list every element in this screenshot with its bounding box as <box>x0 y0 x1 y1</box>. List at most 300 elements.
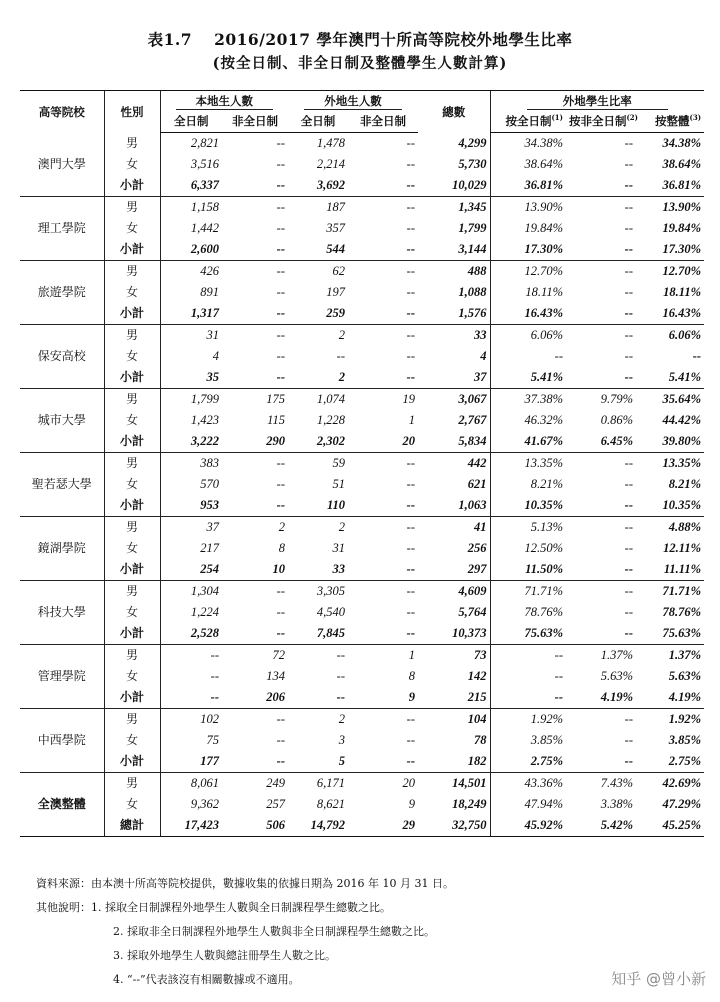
cell-r-ft: 10.35% <box>490 495 566 517</box>
cell-total: 297 <box>418 559 490 581</box>
header-nonlocal-parttime: 非全日制 <box>348 111 418 133</box>
cell-r-all: 17.30% <box>636 239 704 261</box>
cell-l-pt: 10 <box>222 559 288 581</box>
cell-r-ft: 13.35% <box>490 453 566 475</box>
cell-r-all: 3.85% <box>668 733 702 747</box>
sex-cell: 總計 <box>104 815 160 837</box>
cell-n-pt: -- <box>348 303 418 325</box>
cell-l-pt: -- <box>276 264 285 278</box>
header-total: 總數 <box>418 91 490 133</box>
cell-l-pt: -- <box>276 285 285 299</box>
cell-r-pt: -- <box>624 136 633 150</box>
cell-r-ft: -- <box>490 645 566 667</box>
cell-n-pt: -- <box>406 200 415 214</box>
table-row <box>20 773 704 795</box>
cell-l-pt: -- <box>222 175 288 197</box>
cell-total: 3,144 <box>418 239 490 261</box>
cell-r-pt: 0.86% <box>600 413 633 427</box>
table-row <box>20 645 704 667</box>
cell-total: 2,767 <box>458 413 487 427</box>
note-item-4: 4. “--”代表該沒有相關數據或不適用。 <box>113 973 300 986</box>
cell-r-all: 13.35% <box>662 456 702 470</box>
cell-r-ft: 12.70% <box>490 261 566 283</box>
header-nonlocal-fulltime: 全日制 <box>288 111 348 133</box>
cell-r-all: 16.43% <box>636 303 704 325</box>
sex-cell: 女 <box>104 730 160 751</box>
cell-n-ft: 2,302 <box>288 431 348 453</box>
cell-l-pt: 72 <box>272 648 285 662</box>
cell-l-pt: -- <box>222 239 288 261</box>
cell-l-ft: 570 <box>160 474 222 495</box>
cell-total: 256 <box>467 541 487 555</box>
cell-r-ft: 34.38% <box>490 133 566 155</box>
sex-cell: 男 <box>104 773 160 795</box>
cell-r-all: 10.35% <box>636 495 704 517</box>
sex-cell: 男 <box>104 133 160 155</box>
cell-n-pt: -- <box>348 559 418 581</box>
cell-total: 4,609 <box>458 584 487 598</box>
cell-n-ft: 8,621 <box>316 797 345 811</box>
sex-cell: 男 <box>104 645 160 667</box>
institution-name: 中西學院 <box>20 709 104 773</box>
cell-n-pt: -- <box>348 751 418 773</box>
cell-r-pt: -- <box>624 477 633 491</box>
cell-l-pt: -- <box>276 221 285 235</box>
cell-l-pt: 115 <box>267 413 285 427</box>
institution-name: 管理學院 <box>20 645 104 709</box>
cell-r-all: 39.80% <box>636 431 704 453</box>
sex-cell: 小計 <box>104 239 160 261</box>
cell-r-all: 75.63% <box>636 623 704 645</box>
cell-n-ft: 3,692 <box>288 175 348 197</box>
header-sex: 性別 <box>104 91 160 133</box>
cell-n-ft: 4,540 <box>316 605 345 619</box>
cell-n-pt: -- <box>406 221 415 235</box>
cell-l-ft: 1,304 <box>160 581 222 603</box>
sex-cell: 小計 <box>104 495 160 517</box>
cell-r-all: 38.64% <box>662 157 702 171</box>
cell-total: 18,249 <box>452 797 487 811</box>
cell-r-all: 47.29% <box>662 797 702 811</box>
cell-n-ft: 259 <box>288 303 348 325</box>
cell-l-ft: 3,222 <box>160 431 222 453</box>
sex-cell: 女 <box>104 794 160 815</box>
header-ratio-fulltime: 按全日制$^{(1)}$ <box>490 111 566 133</box>
cell-r-pt: 6.45% <box>566 431 636 453</box>
cell-l-pt: -- <box>276 733 285 747</box>
cell-r-all: 8.21% <box>668 477 702 491</box>
cell-r-all: 5.63% <box>668 669 702 683</box>
cell-n-ft: -- <box>336 669 345 683</box>
sex-cell: 男 <box>104 197 160 219</box>
cell-n-ft: 6,171 <box>316 776 345 790</box>
sex-cell: 男 <box>104 261 160 283</box>
sex-cell: 男 <box>104 389 160 411</box>
table-row <box>20 154 704 175</box>
header-local: 本地生人數 <box>160 91 288 112</box>
table-row <box>20 495 704 517</box>
header-institution: 高等院校 <box>20 91 104 133</box>
cell-l-ft: 891 <box>160 282 222 303</box>
cell-r-ft: 45.92% <box>490 815 566 837</box>
cell-r-ft: 38.64% <box>490 154 566 175</box>
cell-l-pt: 134 <box>266 669 285 683</box>
cell-l-pt: -- <box>276 200 285 214</box>
cell-n-pt: -- <box>406 584 415 598</box>
cell-n-pt: -- <box>406 264 415 278</box>
cell-r-all: 2.75% <box>636 751 704 773</box>
cell-l-pt: -- <box>222 303 288 325</box>
cell-r-all: 44.42% <box>662 413 702 427</box>
cell-r-pt: -- <box>624 520 633 534</box>
cell-r-ft: 6.06% <box>490 325 566 347</box>
table-title <box>0 28 720 50</box>
cell-l-pt: 2 <box>278 520 285 534</box>
cell-n-pt: -- <box>406 541 415 555</box>
cell-n-pt: -- <box>406 157 415 171</box>
cell-n-ft: -- <box>336 349 345 363</box>
cell-r-all: 71.71% <box>662 584 702 598</box>
cell-l-ft: 102 <box>160 709 222 731</box>
table-row <box>20 325 704 347</box>
header-ratio: 外地學生比率 <box>490 91 704 112</box>
cell-l-ft: 177 <box>160 751 222 773</box>
cell-r-all: 78.76% <box>662 605 702 619</box>
table-body <box>20 133 704 837</box>
cell-l-ft: 254 <box>160 559 222 581</box>
note-item-1: 其他說明：1. 採取全日制課程外地學生人數與全日制課程學生總數之比。 <box>36 901 391 914</box>
cell-n-ft: -- <box>336 648 345 662</box>
cell-n-pt: 8 <box>408 669 415 683</box>
cell-n-pt: -- <box>406 520 415 534</box>
cell-r-pt: 3.38% <box>600 797 633 811</box>
table-row <box>20 623 704 645</box>
sex-cell: 女 <box>104 666 160 687</box>
cell-n-pt: 9 <box>408 797 415 811</box>
cell-r-all: 4.19% <box>636 687 704 709</box>
table-number: 表1.7 <box>147 30 193 49</box>
cell-total: 32,750 <box>418 815 490 837</box>
cell-total: 37 <box>418 367 490 389</box>
sex-cell: 女 <box>104 474 160 495</box>
cell-l-pt: 175 <box>266 392 285 406</box>
cell-r-pt: 4.19% <box>566 687 636 709</box>
cell-l-pt: -- <box>222 623 288 645</box>
cell-r-all: 42.69% <box>662 776 702 790</box>
cell-total: 442 <box>467 456 487 470</box>
cell-l-pt: 257 <box>266 797 285 811</box>
cell-r-all: 11.11% <box>636 559 704 581</box>
sex-cell: 女 <box>104 154 160 175</box>
cell-l-ft: -- <box>160 645 222 667</box>
table-row <box>20 367 704 389</box>
cell-r-pt: -- <box>624 200 633 214</box>
sex-cell: 小計 <box>104 303 160 325</box>
cell-l-ft: 1,317 <box>160 303 222 325</box>
cell-n-pt: -- <box>348 239 418 261</box>
cell-r-pt: 7.43% <box>600 776 633 790</box>
table-title-text: 2016/2017 學年澳門十所高等院校外地學生比率 <box>214 30 573 49</box>
cell-total: 215 <box>418 687 490 709</box>
note-source: 資料來源：由本澳十所高等院校提供，數據收集的依據日期為 2016 年 10 月 31 日。 <box>36 877 454 890</box>
cell-total: 1,063 <box>418 495 490 517</box>
cell-l-pt: -- <box>276 456 285 470</box>
cell-n-ft: 31 <box>332 541 345 555</box>
cell-l-ft: 1,442 <box>160 218 222 239</box>
cell-r-ft: 5.41% <box>490 367 566 389</box>
cell-total: 5,764 <box>458 605 487 619</box>
cell-n-pt: -- <box>348 367 418 389</box>
cell-r-ft: 37.38% <box>490 389 566 411</box>
cell-l-ft: 383 <box>160 453 222 475</box>
sex-cell: 小計 <box>104 559 160 581</box>
cell-l-ft: 8,061 <box>160 773 222 795</box>
sex-cell: 女 <box>104 410 160 431</box>
header-nonlocal: 外地生人數 <box>288 91 418 112</box>
table-row <box>20 815 704 837</box>
data-table <box>20 90 704 837</box>
cell-total: 142 <box>467 669 487 683</box>
cell-r-pt: -- <box>624 733 633 747</box>
table-row <box>20 709 704 731</box>
cell-l-pt: -- <box>276 712 285 726</box>
cell-n-pt: 20 <box>402 776 415 790</box>
sex-cell: 男 <box>104 453 160 475</box>
table-row <box>20 602 704 623</box>
cell-l-ft: 31 <box>160 325 222 347</box>
note-item-2: 2. 採取非全日制課程外地學生人數與非全日制課程學生總數之比。 <box>113 925 435 938</box>
cell-n-ft: 3 <box>338 733 345 747</box>
cell-r-all: 5.41% <box>636 367 704 389</box>
sex-cell: 女 <box>104 602 160 623</box>
watermark: 知乎 @曾小新 <box>611 970 706 988</box>
cell-l-ft: 2,528 <box>160 623 222 645</box>
cell-n-ft: 62 <box>332 264 345 278</box>
cell-l-ft: 75 <box>160 730 222 751</box>
header-ratio-parttime: 按非全日制$^{(2)}$ <box>566 111 636 133</box>
institution-name: 旅遊學院 <box>20 261 104 325</box>
cell-r-ft: 47.94% <box>490 794 566 815</box>
cell-n-pt: -- <box>406 328 415 342</box>
cell-r-pt: -- <box>624 285 633 299</box>
cell-n-ft: 1,478 <box>316 136 345 150</box>
cell-total: 621 <box>467 477 487 491</box>
cell-total: 5,730 <box>458 157 487 171</box>
cell-l-ft: 1,799 <box>160 389 222 411</box>
cell-l-pt: -- <box>276 157 285 171</box>
table-row <box>20 666 704 687</box>
cell-n-ft: 544 <box>288 239 348 261</box>
cell-n-ft: 357 <box>326 221 345 235</box>
cell-l-ft: 2,600 <box>160 239 222 261</box>
cell-l-pt: -- <box>276 328 285 342</box>
cell-l-ft: 6,337 <box>160 175 222 197</box>
table-row <box>20 730 704 751</box>
cell-total: 104 <box>467 712 487 726</box>
cell-n-ft: 1,074 <box>316 392 345 406</box>
cell-l-pt: -- <box>276 136 285 150</box>
cell-l-ft: 17,423 <box>160 815 222 837</box>
cell-r-ft: 43.36% <box>490 773 566 795</box>
cell-l-pt: -- <box>276 584 285 598</box>
cell-total: 5,834 <box>418 431 490 453</box>
cell-l-pt: 290 <box>222 431 288 453</box>
cell-l-pt: -- <box>276 349 285 363</box>
cell-r-all: 45.25% <box>636 815 704 837</box>
cell-total: 10,373 <box>418 623 490 645</box>
cell-r-ft: 18.11% <box>490 282 566 303</box>
cell-r-all: 18.11% <box>663 285 702 299</box>
sex-cell: 女 <box>104 218 160 239</box>
table-row <box>20 581 704 603</box>
cell-l-ft: 1,158 <box>160 197 222 219</box>
table-row <box>20 687 704 709</box>
cell-total: 4 <box>480 349 487 363</box>
cell-r-pt: 5.42% <box>566 815 636 837</box>
cell-r-ft: 17.30% <box>490 239 566 261</box>
cell-total: 488 <box>467 264 487 278</box>
cell-r-ft: 75.63% <box>490 623 566 645</box>
table-subtitle: (按全日制、非全日制及整體學生人數計算) <box>212 55 508 72</box>
cell-l-ft: -- <box>160 666 222 687</box>
table-row <box>20 133 704 155</box>
institution-name: 全澳整體 <box>20 773 104 837</box>
cell-l-ft: 3,516 <box>160 154 222 175</box>
cell-r-all: 19.84% <box>662 221 702 235</box>
cell-r-ft: 71.71% <box>490 581 566 603</box>
cell-l-pt: -- <box>222 495 288 517</box>
cell-l-ft: 35 <box>160 367 222 389</box>
cell-r-pt: -- <box>624 541 633 555</box>
cell-total: 41 <box>474 520 487 534</box>
sex-cell: 小計 <box>104 367 160 389</box>
cell-l-pt: 206 <box>222 687 288 709</box>
cell-total: 14,501 <box>452 776 487 790</box>
cell-r-ft: 19.84% <box>490 218 566 239</box>
cell-r-ft: 8.21% <box>490 474 566 495</box>
institution-name: 鏡湖學院 <box>20 517 104 581</box>
cell-r-ft: 5.13% <box>490 517 566 539</box>
institution-name: 理工學院 <box>20 197 104 261</box>
cell-l-ft: 217 <box>160 538 222 559</box>
cell-n-ft: 59 <box>332 456 345 470</box>
cell-r-all: 1.37% <box>668 648 702 662</box>
sex-cell: 小計 <box>104 431 160 453</box>
cell-n-pt: -- <box>406 349 415 363</box>
cell-l-pt: 506 <box>222 815 288 837</box>
table-row <box>20 431 704 453</box>
cell-r-ft: 16.43% <box>490 303 566 325</box>
sex-cell: 男 <box>104 325 160 347</box>
cell-r-all: -- <box>692 349 702 363</box>
cell-r-all: 12.11% <box>663 541 702 555</box>
cell-r-ft: 12.50% <box>490 538 566 559</box>
cell-r-ft: 41.67% <box>490 431 566 453</box>
institution-name: 科技大學 <box>20 581 104 645</box>
table-row <box>20 389 704 411</box>
cell-total: 1,799 <box>458 221 487 235</box>
table-row <box>20 218 704 239</box>
cell-n-ft: 2 <box>338 520 345 534</box>
cell-l-pt: 8 <box>278 541 285 555</box>
table-row <box>20 197 704 219</box>
cell-r-pt: -- <box>624 584 633 598</box>
cell-r-ft: -- <box>490 687 566 709</box>
cell-r-pt: 9.79% <box>600 392 633 406</box>
cell-n-ft: -- <box>288 687 348 709</box>
cell-r-pt: -- <box>624 157 633 171</box>
table-row <box>20 517 704 539</box>
cell-r-ft: 36.81% <box>490 175 566 197</box>
table-row <box>20 282 704 303</box>
cell-n-ft: 197 <box>326 285 345 299</box>
cell-r-pt: -- <box>624 605 633 619</box>
header-local-parttime: 非全日制 <box>222 111 288 133</box>
cell-n-pt: 20 <box>348 431 418 453</box>
cell-r-pt: -- <box>566 623 636 645</box>
cell-total: 78 <box>474 733 487 747</box>
cell-n-ft: 51 <box>332 477 345 491</box>
cell-r-ft: 3.85% <box>490 730 566 751</box>
cell-n-pt: -- <box>406 477 415 491</box>
table-row <box>20 559 704 581</box>
cell-n-pt: -- <box>348 495 418 517</box>
institution-name: 城市大學 <box>20 389 104 453</box>
cell-r-all: 4.88% <box>668 520 702 534</box>
cell-r-all: 34.38% <box>662 136 702 150</box>
cell-n-ft: 1,228 <box>316 413 345 427</box>
table-row <box>20 751 704 773</box>
cell-r-ft: 2.75% <box>490 751 566 773</box>
institution-name: 聖若瑟大學 <box>20 453 104 517</box>
table-row <box>20 346 704 367</box>
cell-n-ft: 2 <box>288 367 348 389</box>
sex-cell: 小計 <box>104 623 160 645</box>
cell-r-all: 35.64% <box>662 392 702 406</box>
cell-r-ft: 13.90% <box>490 197 566 219</box>
sex-cell: 男 <box>104 517 160 539</box>
cell-l-pt: 249 <box>266 776 285 790</box>
cell-l-pt: -- <box>276 477 285 491</box>
cell-total: 3,067 <box>458 392 487 406</box>
sex-cell: 女 <box>104 346 160 367</box>
cell-n-pt: -- <box>348 623 418 645</box>
cell-n-ft: 187 <box>326 200 345 214</box>
cell-n-pt: -- <box>406 456 415 470</box>
table-row <box>20 538 704 559</box>
cell-n-ft: 2 <box>338 712 345 726</box>
table-row <box>20 794 704 815</box>
cell-total: 1,088 <box>458 285 487 299</box>
cell-r-ft: 11.50% <box>490 559 566 581</box>
cell-r-ft: -- <box>490 666 566 687</box>
cell-total: 73 <box>474 648 487 662</box>
cell-n-pt: -- <box>406 285 415 299</box>
cell-n-pt: -- <box>348 175 418 197</box>
header-local-fulltime: 全日制 <box>160 111 222 133</box>
cell-l-ft: 953 <box>160 495 222 517</box>
cell-r-pt: -- <box>566 367 636 389</box>
cell-n-ft: 2 <box>338 328 345 342</box>
cell-total: 10,029 <box>418 175 490 197</box>
cell-r-pt: -- <box>566 559 636 581</box>
cell-l-ft: 9,362 <box>160 794 222 815</box>
cell-n-ft: 2,214 <box>316 157 345 171</box>
cell-r-pt: -- <box>566 751 636 773</box>
cell-r-all: 13.90% <box>662 200 702 214</box>
cell-n-pt: 9 <box>348 687 418 709</box>
cell-l-pt: -- <box>222 751 288 773</box>
